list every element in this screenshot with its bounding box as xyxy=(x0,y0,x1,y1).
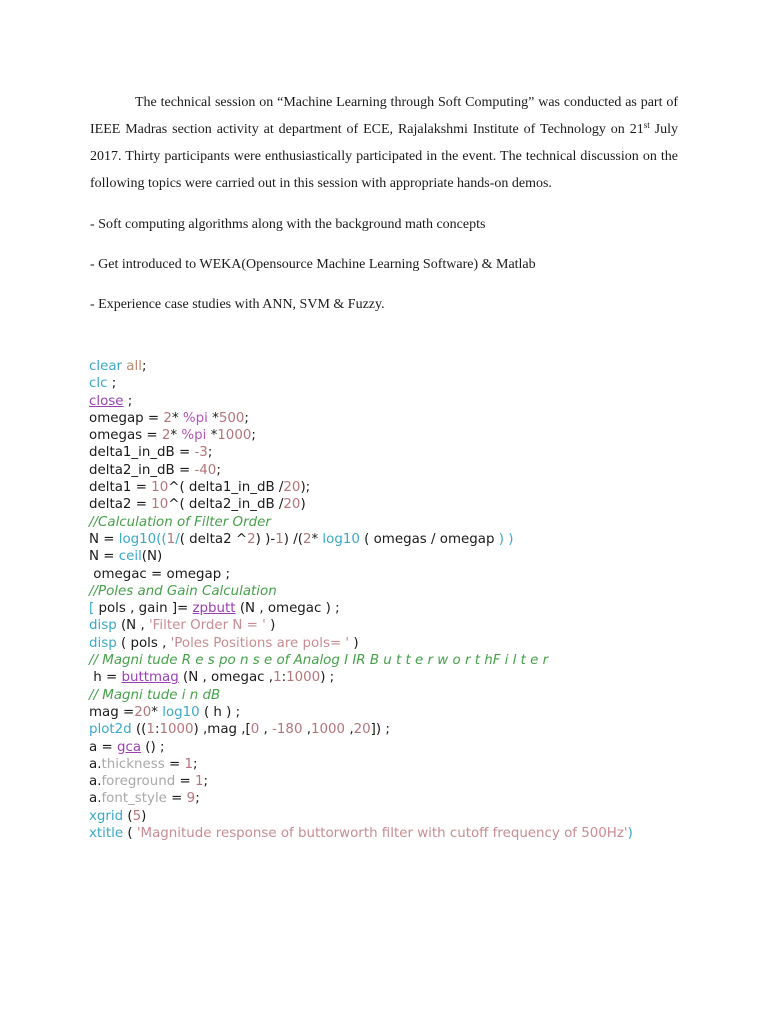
code-link: zpbutt xyxy=(192,601,236,617)
code-line xyxy=(89,514,729,531)
code-property: font_style xyxy=(101,791,167,807)
code-text: , xyxy=(259,722,273,738)
code-number: 1 xyxy=(184,756,193,772)
code-text: ( pols , xyxy=(116,635,171,651)
code-text: : xyxy=(154,722,160,738)
code-keyword: ) xyxy=(627,826,633,842)
code-comment: //Calculation of Filter Order xyxy=(89,514,271,530)
code-text: ( omegas / omegap xyxy=(359,531,499,547)
code-text: ; xyxy=(244,410,249,426)
code-text: pols , gain ]= xyxy=(94,601,193,617)
code-text: delta1 = xyxy=(89,480,152,496)
code-keyword: ) xyxy=(508,531,514,547)
code-text: * xyxy=(170,428,182,444)
code-number: 9 xyxy=(186,791,196,807)
code-text: ( h ) ; xyxy=(199,704,241,720)
code-line xyxy=(89,669,729,686)
code-line xyxy=(89,790,729,807)
code-number: 2 xyxy=(302,531,312,547)
code-text: (N , xyxy=(116,618,149,634)
code-text: ; xyxy=(203,774,208,790)
code-text: ( delta2 ^ xyxy=(179,531,248,547)
code-text: ; xyxy=(107,376,117,392)
code-property: foreground xyxy=(101,774,176,790)
code-text: ) ; xyxy=(320,670,335,686)
topic-item: - Soft computing algorithms along with the background math concepts xyxy=(90,217,486,232)
code-string: 'Filter Order N = ' xyxy=(148,618,266,634)
code-text: ( xyxy=(123,826,137,842)
code-text: ); xyxy=(300,480,311,496)
code-keyword: plot2d xyxy=(89,722,132,738)
code-text: mag = xyxy=(89,704,135,720)
code-number: 20 xyxy=(283,497,301,513)
ordinal-suffix: st xyxy=(643,120,650,130)
code-text: a. xyxy=(89,774,102,790)
code-line xyxy=(89,773,729,790)
code-line xyxy=(89,410,729,427)
code-text: ^( delta2_in_dB / xyxy=(168,497,284,513)
code-number: 500 xyxy=(218,410,245,426)
code-constant: %pi xyxy=(181,428,207,444)
code-line xyxy=(89,635,729,652)
code-text: ; xyxy=(123,393,133,409)
code-line xyxy=(89,808,729,825)
code-text: = xyxy=(164,756,185,772)
code-text: a. xyxy=(89,756,102,772)
code-text: (( xyxy=(131,722,147,738)
code-text: ) xyxy=(349,635,359,651)
code-string: 'Magnitude response of buttorworth filter with cutoff frequency of 500Hz' xyxy=(136,826,628,842)
code-text: , xyxy=(302,722,311,738)
code-line xyxy=(89,375,729,392)
code-number: 2 xyxy=(247,531,256,547)
code-line xyxy=(89,444,729,461)
code-line xyxy=(89,566,729,583)
code-text: ) xyxy=(265,618,276,634)
code-text: h = xyxy=(89,670,122,686)
code-comment: // Magni tude i n dB xyxy=(89,687,221,703)
code-keyword: ) xyxy=(498,531,504,547)
scilab-code-block xyxy=(89,358,729,842)
code-text: ) )- xyxy=(255,531,276,547)
code-text: ; xyxy=(141,359,147,374)
code-comment: //Poles and Gain Calculation xyxy=(89,583,277,599)
code-text: ; xyxy=(195,791,200,807)
code-property: thickness xyxy=(101,756,165,772)
topic-item: - Get introduced to WEKA(Opensource Machine Learning Software) & Matlab xyxy=(90,257,536,272)
code-text: ; xyxy=(193,756,198,772)
code-text: * xyxy=(151,704,163,720)
code-line xyxy=(89,583,729,600)
code-text: ) ,mag ,[ xyxy=(193,722,251,738)
intro-text-start: The technical session on “Machine Learning through Soft Computing” was conducted as part of IEEE Madras section activity at department of ECE, Rajalakshmi Institute of Technology on 21 xyxy=(90,95,678,137)
code-line xyxy=(89,652,729,669)
code-string: 'Poles Positions are pols= ' xyxy=(170,635,350,651)
code-number: 1000 xyxy=(217,428,252,444)
code-line xyxy=(89,739,729,756)
code-function: log10 xyxy=(118,531,157,547)
code-text: omegac = omegap ; xyxy=(89,566,230,582)
code-line xyxy=(89,479,729,496)
code-line xyxy=(89,393,729,410)
code-line xyxy=(89,825,729,842)
code-line xyxy=(89,617,729,634)
code-number: -40 xyxy=(194,462,217,478)
code-number: 20 xyxy=(283,480,301,496)
code-keyword: [ xyxy=(89,601,95,617)
code-line xyxy=(89,721,729,738)
code-text: (N , omegac , xyxy=(178,670,274,686)
code-comment: // Magni tude R e s po n s e of Analog I IR B u t t e r w o r t hF i l t e r xyxy=(89,653,549,669)
code-function: log10 xyxy=(322,531,360,547)
code-line xyxy=(89,358,729,375)
code-line xyxy=(89,600,729,617)
code-line xyxy=(89,427,729,444)
code-link: buttmag xyxy=(121,670,179,686)
code-text: * xyxy=(206,428,218,444)
code-keyword: disp xyxy=(89,635,117,651)
code-number: 1 xyxy=(146,722,155,738)
code-link: close xyxy=(89,393,124,409)
code-number: 1 xyxy=(273,670,282,686)
code-text: delta2_in_dB = xyxy=(89,462,195,478)
code-keyword: clc xyxy=(89,376,108,392)
code-text: ; xyxy=(216,462,221,478)
code-text: ^( delta1_in_dB / xyxy=(168,480,284,496)
code-number: 2 xyxy=(161,428,171,444)
code-text: ) xyxy=(141,808,147,824)
code-text: a = xyxy=(89,739,117,755)
code-number: -3 xyxy=(194,445,208,461)
code-link: gca xyxy=(116,739,142,755)
code-text: N = xyxy=(89,549,119,565)
code-keyword: (( xyxy=(156,531,167,547)
code-number: 1 xyxy=(166,531,176,547)
code-text: : xyxy=(281,670,287,686)
intro-text-end: July 2017. Thirty participants were enthusiastically participated in the event. The technical discussion on the following topics were carried out in this session with appropriate hands-on demos. xyxy=(90,122,679,191)
code-text: ) xyxy=(300,497,306,513)
code-text: ) /( xyxy=(283,531,303,547)
code-line xyxy=(89,548,729,565)
code-function: ceil xyxy=(118,549,142,565)
code-line xyxy=(89,462,729,479)
code-text: = xyxy=(175,774,195,790)
code-number: 0 xyxy=(250,722,260,738)
code-line xyxy=(89,531,729,548)
code-keyword: / xyxy=(175,531,180,547)
code-line xyxy=(89,704,729,721)
code-number: 20 xyxy=(353,722,371,738)
code-text: , xyxy=(345,722,354,738)
code-text: ; xyxy=(207,445,213,461)
code-text: ]) ; xyxy=(370,722,390,738)
code-text: N = xyxy=(89,531,119,547)
code-text: omegas = xyxy=(89,428,162,444)
topic-item: - Experience case studies with ANN, SVM & Fuzzy. xyxy=(90,297,385,312)
code-text: a. xyxy=(89,791,102,807)
code-function: log10 xyxy=(162,704,200,720)
code-keyword: disp xyxy=(89,618,117,634)
code-number: 10 xyxy=(151,480,169,496)
code-number: 2 xyxy=(163,410,172,426)
code-text: delta2 = xyxy=(89,497,152,513)
code-number: 5 xyxy=(132,808,142,824)
code-text: () ; xyxy=(141,739,165,755)
code-text: = xyxy=(166,791,187,807)
code-line xyxy=(89,756,729,773)
code-keyword: xtitle xyxy=(89,826,124,842)
code-number: 10 xyxy=(151,497,169,513)
code-text: omegap = xyxy=(89,410,164,426)
code-number: 1 xyxy=(194,774,204,790)
code-text: ( xyxy=(123,808,133,824)
code-text: delta1_in_dB = xyxy=(89,445,195,461)
code-number: 20 xyxy=(134,704,152,720)
code-keyword-arg: all xyxy=(126,359,142,374)
code-number: 1000 xyxy=(286,670,321,686)
code-text: ; xyxy=(251,428,256,444)
code-text: (N , omegac ) ; xyxy=(235,601,340,617)
session-description xyxy=(90,89,678,315)
code-number: 1 xyxy=(275,531,284,547)
code-text: (N) xyxy=(141,549,163,565)
intro-paragraph xyxy=(90,89,678,197)
code-number: 1000 xyxy=(159,722,194,738)
code-line xyxy=(89,687,729,704)
code-number: -180 xyxy=(272,722,303,738)
code-keyword: xgrid xyxy=(89,808,124,824)
code-keyword: clear xyxy=(89,359,127,374)
code-constant: %pi xyxy=(182,410,208,426)
code-text: * xyxy=(311,531,323,547)
code-line xyxy=(89,496,729,513)
code-text: * xyxy=(171,410,183,426)
code-text: * xyxy=(207,410,219,426)
code-number: 1000 xyxy=(310,722,346,738)
